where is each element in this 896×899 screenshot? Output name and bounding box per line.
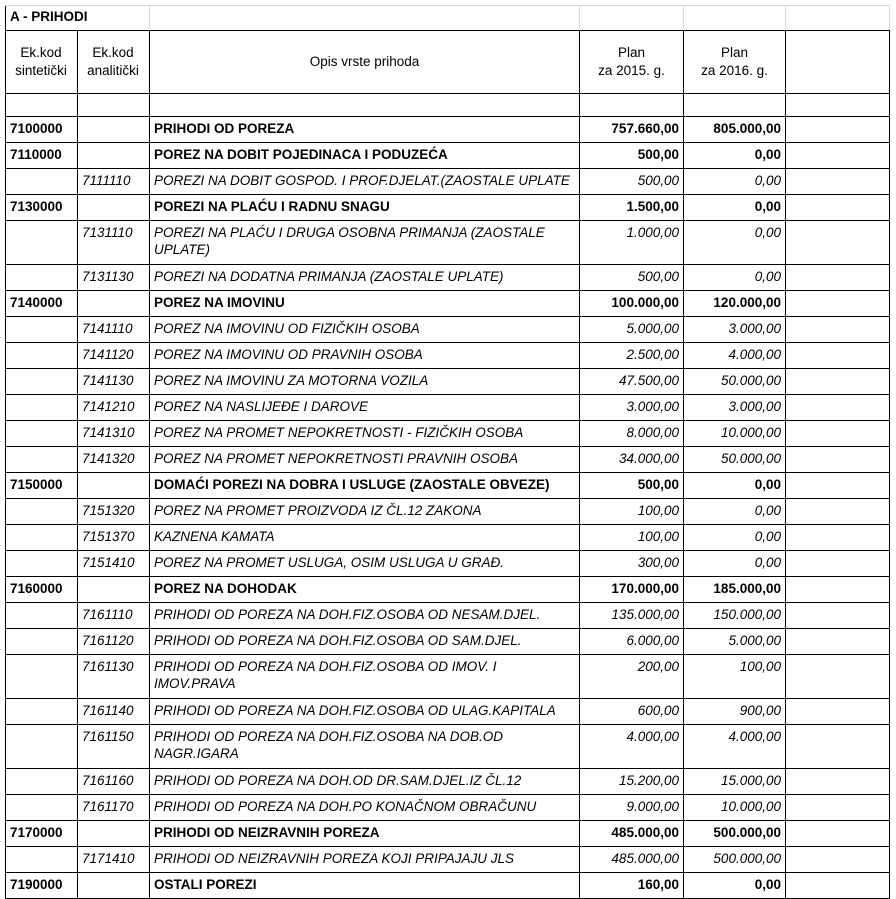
cell-code-analytic <box>78 473 150 499</box>
cell-code-synthetic <box>6 847 78 873</box>
table-row <box>6 395 890 421</box>
section-title-row <box>6 6 890 31</box>
table-row <box>6 699 890 725</box>
cell-plan-2016: 500.000,00 <box>684 847 786 873</box>
cell-description: POREZ NA IMOVINU <box>150 291 580 317</box>
cell-code-synthetic <box>6 265 78 291</box>
cell-code-synthetic: 7160000 <box>6 577 78 603</box>
cell-code-synthetic <box>6 655 78 699</box>
table-row <box>6 821 890 847</box>
cell-description: POREZ NA PROMET NEPOKRETNOSTI PRAVNIH OSOBA <box>150 447 580 473</box>
empty-cell <box>150 94 580 117</box>
cell-code-analytic <box>78 821 150 847</box>
header-code-analytic <box>78 31 150 94</box>
cell-description: PRIHODI OD POREZA NA DOH.FIZ.OSOBA OD ULAG.KAPITALA <box>150 699 580 725</box>
header-plan-2015-line1: Plan <box>617 45 646 60</box>
cell-description: PRIHODI OD NEIZRAVNIH POREZA KOJI PRIPAJAJU JLS <box>150 847 580 873</box>
cell-plan-2016: 3.000,00 <box>684 395 786 421</box>
cell-plan-2015: 9.000,00 <box>580 795 684 821</box>
empty-cell <box>684 6 786 31</box>
cell-code-analytic: 7161170 <box>78 795 150 821</box>
cell-code-synthetic <box>6 603 78 629</box>
cell-code-analytic: 7141130 <box>78 369 150 395</box>
table-row <box>6 603 890 629</box>
cell-plan-2015: 100,00 <box>580 525 684 551</box>
empty-cell <box>786 265 890 291</box>
empty-cell <box>786 94 890 117</box>
cell-code-analytic <box>78 291 150 317</box>
empty-cell <box>6 94 78 117</box>
header-code-analytic-line2: analitički <box>87 63 139 78</box>
empty-cell <box>786 499 890 525</box>
empty-cell <box>580 94 684 117</box>
cell-description: PRIHODI OD POREZA NA DOH.PO KONAČNOM OBRAČUNU <box>150 795 580 821</box>
cell-code-synthetic <box>6 725 78 769</box>
cell-code-synthetic <box>6 551 78 577</box>
header-code-synthetic-line1: Ek.kod <box>20 45 62 60</box>
cell-code-synthetic <box>6 525 78 551</box>
empty-cell <box>786 291 890 317</box>
cell-plan-2016: 0,00 <box>684 551 786 577</box>
header-plan-2015-line2: za 2015. g. <box>598 63 665 78</box>
cell-code-synthetic <box>6 769 78 795</box>
cell-description: KAZNENA KAMATA <box>150 525 580 551</box>
cell-code-analytic <box>78 117 150 143</box>
cell-code-analytic <box>78 143 150 169</box>
cell-code-analytic: 7161160 <box>78 769 150 795</box>
empty-cell <box>786 369 890 395</box>
cell-code-synthetic <box>6 395 78 421</box>
empty-cell <box>786 821 890 847</box>
cell-code-synthetic <box>6 343 78 369</box>
cell-plan-2015: 3.000,00 <box>580 395 684 421</box>
cell-description: POREZ NA DOBIT POJEDINACA I PODUZEĆA <box>150 143 580 169</box>
cell-plan-2016: 4.000,00 <box>684 343 786 369</box>
cell-code-analytic: 7141310 <box>78 421 150 447</box>
cell-code-synthetic <box>6 169 78 195</box>
cell-description: POREZ NA DOHODAK <box>150 577 580 603</box>
table-row <box>6 525 890 551</box>
cell-plan-2015: 300,00 <box>580 551 684 577</box>
cell-description: POREZ NA PROMET USLUGA, OSIM USLUGA U GRAĐ. <box>150 551 580 577</box>
cell-code-analytic: 7161150 <box>78 725 150 769</box>
cell-plan-2016: 0,00 <box>684 195 786 221</box>
header-empty <box>786 31 890 94</box>
header-code-analytic-line1: Ek.kod <box>92 45 134 60</box>
cell-description: POREZI NA PLAĆU I DRUGA OSOBNA PRIMANJA (ZAOSTALE UPLATE) <box>150 221 580 265</box>
cell-plan-2015: 500,00 <box>580 143 684 169</box>
table-row <box>6 473 890 499</box>
cell-plan-2015: 485.000,00 <box>580 821 684 847</box>
cell-plan-2015: 2.500,00 <box>580 343 684 369</box>
cell-plan-2015: 485.000,00 <box>580 847 684 873</box>
cell-plan-2016: 0,00 <box>684 499 786 525</box>
cell-description: PRIHODI OD POREZA NA DOH.FIZ.OSOBA OD NESAM.DJEL. <box>150 603 580 629</box>
empty-cell <box>786 395 890 421</box>
cell-plan-2015: 6.000,00 <box>580 629 684 655</box>
cell-plan-2015: 757.660,00 <box>580 117 684 143</box>
cell-code-synthetic <box>6 221 78 265</box>
cell-code-synthetic: 7190000 <box>6 873 78 899</box>
cell-plan-2015: 5.000,00 <box>580 317 684 343</box>
cell-plan-2016: 900,00 <box>684 699 786 725</box>
cell-plan-2016: 0,00 <box>684 873 786 899</box>
cell-description: POREZI NA PLAĆU I RADNU SNAGU <box>150 195 580 221</box>
cell-plan-2015: 135.000,00 <box>580 603 684 629</box>
empty-cell <box>684 94 786 117</box>
empty-cell <box>786 699 890 725</box>
cell-code-synthetic <box>6 421 78 447</box>
cell-description: PRIHODI OD POREZA NA DOH.FIZ.OSOBA NA DOB.OD NAGR.IGARA <box>150 725 580 769</box>
cell-description: OSTALI POREZI <box>150 873 580 899</box>
table-row <box>6 143 890 169</box>
cell-description: PRIHODI OD POREZA <box>150 117 580 143</box>
header-plan-2016-line1: Plan <box>720 45 749 60</box>
cell-plan-2015: 100.000,00 <box>580 291 684 317</box>
cell-code-synthetic <box>6 447 78 473</box>
table-row <box>6 369 890 395</box>
cell-code-analytic: 7151320 <box>78 499 150 525</box>
cell-plan-2015: 500,00 <box>580 473 684 499</box>
cell-code-analytic: 7141120 <box>78 343 150 369</box>
cell-code-analytic: 7131110 <box>78 221 150 265</box>
table-row <box>6 577 890 603</box>
cell-code-analytic: 7161120 <box>78 629 150 655</box>
cell-code-analytic: 7151370 <box>78 525 150 551</box>
table-row <box>6 195 890 221</box>
blank-row <box>6 94 890 117</box>
cell-plan-2015: 34.000,00 <box>580 447 684 473</box>
table-row <box>6 769 890 795</box>
cell-code-analytic: 7151410 <box>78 551 150 577</box>
empty-cell <box>786 343 890 369</box>
empty-cell <box>786 447 890 473</box>
empty-cell <box>786 603 890 629</box>
empty-cell <box>78 94 150 117</box>
cell-plan-2015: 200,00 <box>580 655 684 699</box>
empty-cell <box>786 169 890 195</box>
cell-code-synthetic: 7130000 <box>6 195 78 221</box>
table-row <box>6 117 890 143</box>
table-row <box>6 343 890 369</box>
cell-plan-2015: 4.000,00 <box>580 725 684 769</box>
cell-code-synthetic <box>6 369 78 395</box>
cell-plan-2015: 500,00 <box>580 169 684 195</box>
empty-cell <box>786 143 890 169</box>
cell-description: PRIHODI OD POREZA NA DOH.FIZ.OSOBA OD SAM.DJEL. <box>150 629 580 655</box>
empty-cell <box>786 551 890 577</box>
cell-code-analytic: 7141210 <box>78 395 150 421</box>
table-row <box>6 629 890 655</box>
empty-cell <box>786 769 890 795</box>
cell-plan-2016: 0,00 <box>684 169 786 195</box>
table-row <box>6 221 890 265</box>
cell-code-synthetic <box>6 317 78 343</box>
cell-plan-2016: 3.000,00 <box>684 317 786 343</box>
cell-plan-2015: 47.500,00 <box>580 369 684 395</box>
cell-plan-2015: 160,00 <box>580 873 684 899</box>
cell-plan-2016: 0,00 <box>684 143 786 169</box>
empty-cell <box>786 577 890 603</box>
cell-code-analytic: 7141110 <box>78 317 150 343</box>
table-row <box>6 655 890 699</box>
table-row <box>6 169 890 195</box>
empty-cell <box>580 6 684 31</box>
cell-description: POREZ NA IMOVINU ZA MOTORNA VOZILA <box>150 369 580 395</box>
cell-plan-2016: 15.000,00 <box>684 769 786 795</box>
table-row <box>6 291 890 317</box>
empty-cell <box>786 195 890 221</box>
cell-code-synthetic: 7150000 <box>6 473 78 499</box>
cell-code-analytic <box>78 577 150 603</box>
cell-code-synthetic: 7100000 <box>6 117 78 143</box>
empty-cell <box>786 725 890 769</box>
cell-code-analytic <box>78 873 150 899</box>
cell-code-analytic: 7141320 <box>78 447 150 473</box>
table-row <box>6 873 890 899</box>
cell-plan-2015: 1.000,00 <box>580 221 684 265</box>
table-row <box>6 265 890 291</box>
empty-cell <box>786 421 890 447</box>
cell-plan-2015: 170.000,00 <box>580 577 684 603</box>
empty-cell <box>786 317 890 343</box>
empty-cell <box>786 525 890 551</box>
cell-description: POREZ NA PROMET PROIZVODA IZ ČL.12 ZAKONA <box>150 499 580 525</box>
cell-plan-2016: 50.000,00 <box>684 447 786 473</box>
cell-code-analytic: 7171410 <box>78 847 150 873</box>
cell-description: POREZ NA IMOVINU OD PRAVNIH OSOBA <box>150 343 580 369</box>
table-row <box>6 421 890 447</box>
cell-code-synthetic <box>6 499 78 525</box>
cell-plan-2016: 10.000,00 <box>684 795 786 821</box>
cell-description: DOMAĆI POREZI NA DOBRA I USLUGE (ZAOSTALE OBVEZE) <box>150 473 580 499</box>
header-row <box>6 31 890 94</box>
cell-code-synthetic <box>6 699 78 725</box>
empty-cell <box>786 221 890 265</box>
cell-code-synthetic: 7140000 <box>6 291 78 317</box>
cell-plan-2016: 0,00 <box>684 265 786 291</box>
cell-description: PRIHODI OD POREZA NA DOH.FIZ.OSOBA OD IMOV. I IMOV.PRAVA <box>150 655 580 699</box>
cell-code-analytic <box>78 195 150 221</box>
cell-description: POREZ NA NASLIJEĐE I DAROVE <box>150 395 580 421</box>
cell-code-synthetic: 7170000 <box>6 821 78 847</box>
cell-code-analytic: 7131130 <box>78 265 150 291</box>
empty-cell <box>786 873 890 899</box>
table-row <box>6 795 890 821</box>
empty-cell <box>786 629 890 655</box>
cell-plan-2016: 120.000,00 <box>684 291 786 317</box>
cell-plan-2015: 500,00 <box>580 265 684 291</box>
cell-plan-2016: 5.000,00 <box>684 629 786 655</box>
cell-description: PRIHODI OD POREZA NA DOH.OD DR.SAM.DJEL.IZ ČL.12 <box>150 769 580 795</box>
empty-cell <box>786 473 890 499</box>
cell-plan-2015: 1.500,00 <box>580 195 684 221</box>
cell-plan-2015: 8.000,00 <box>580 421 684 447</box>
cell-description: PRIHODI OD NEIZRAVNIH POREZA <box>150 821 580 847</box>
cell-code-analytic: 7161140 <box>78 699 150 725</box>
cell-code-synthetic: 7110000 <box>6 143 78 169</box>
table-row <box>6 551 890 577</box>
table-row <box>6 499 890 525</box>
cell-plan-2016: 4.000,00 <box>684 725 786 769</box>
cell-plan-2016: 0,00 <box>684 525 786 551</box>
header-code-synthetic <box>6 31 78 94</box>
header-code-synthetic-line2: sintetički <box>15 63 67 78</box>
cell-code-analytic: 7111110 <box>78 169 150 195</box>
cell-code-synthetic <box>6 629 78 655</box>
empty-cell <box>786 117 890 143</box>
table-row <box>6 317 890 343</box>
cell-plan-2015: 600,00 <box>580 699 684 725</box>
revenue-table-body <box>6 6 890 899</box>
cell-plan-2016: 500.000,00 <box>684 821 786 847</box>
cell-description: POREZI NA DODATNA PRIMANJA (ZAOSTALE UPLATE) <box>150 265 580 291</box>
table-row <box>6 725 890 769</box>
cell-description: POREZI NA DOBIT GOSPOD. I PROF.DJELAT.(ZAOSTALE UPLATE <box>150 169 580 195</box>
cell-plan-2016: 150.000,00 <box>684 603 786 629</box>
header-plan-2015 <box>580 31 684 94</box>
cell-plan-2016: 805.000,00 <box>684 117 786 143</box>
cell-code-analytic: 7161110 <box>78 603 150 629</box>
cell-code-analytic: 7161130 <box>78 655 150 699</box>
cell-plan-2016: 50.000,00 <box>684 369 786 395</box>
cell-plan-2016: 185.000,00 <box>684 577 786 603</box>
header-description: Opis vrste prihoda <box>150 31 580 94</box>
cell-description: POREZ NA IMOVINU OD FIZIČKIH OSOBA <box>150 317 580 343</box>
revenue-table <box>5 5 890 899</box>
cell-description: POREZ NA PROMET NEPOKRETNOSTI - FIZIČKIH OSOBA <box>150 421 580 447</box>
cell-plan-2016: 0,00 <box>684 221 786 265</box>
table-row <box>6 447 890 473</box>
cell-plan-2015: 100,00 <box>580 499 684 525</box>
empty-cell <box>786 655 890 699</box>
table-row <box>6 847 890 873</box>
empty-cell <box>786 847 890 873</box>
header-plan-2016-line2: za 2016. g. <box>701 63 768 78</box>
header-plan-2016 <box>684 31 786 94</box>
cell-plan-2016: 0,00 <box>684 473 786 499</box>
empty-cell <box>786 795 890 821</box>
cell-code-synthetic <box>6 795 78 821</box>
empty-cell <box>786 6 890 31</box>
section-title: A - PRIHODI <box>6 6 150 31</box>
empty-cell <box>150 6 580 31</box>
cell-plan-2016: 100,00 <box>684 655 786 699</box>
cell-plan-2016: 10.000,00 <box>684 421 786 447</box>
cell-plan-2015: 15.200,00 <box>580 769 684 795</box>
